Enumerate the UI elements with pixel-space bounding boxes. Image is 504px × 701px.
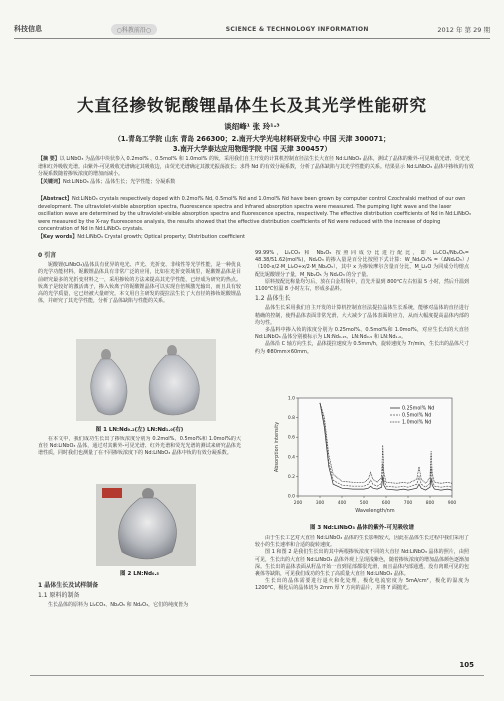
figure-3-caption: 图 3 Nd:LiNbO₃ 晶体的紫外-可见吸收谱 — [309, 525, 415, 531]
running-header — [14, 22, 490, 36]
y-axis-label: Absorption intensity — [274, 421, 280, 473]
figure-2-crystal-photo — [96, 484, 196, 566]
sintering-paragraph: 原料按配比称量均匀后，放在白金坩埚中，首先升温到 800℃左右恒温 5 小时，然后升温到 1100℃恒温 8 小时左右，形成多晶料。 — [255, 278, 469, 293]
y-tick-label: 0.0 — [287, 494, 295, 500]
abstract-en-label: 【Abstract】 — [38, 196, 73, 202]
section-1-1-heading: 1.1 原料的制备 — [38, 592, 80, 600]
intro-paragraph: 铌酸锂(LiNbO₃)晶体具有优异的电光、声光、光折变、非线性等光学性能，是一种优良的光学功能材料。铌酸锂晶体具有非常广泛的应用，比如在光折变领域里，铌酸锂晶体是目前研究最多的光折变材料之一，采用掺钕的方法来提高其光学性能，已经成为研究的热点。钕离子是较好的激活离子，掺入钕离子的铌酸锂晶体可以实现自倍频激光输出，而且具有较高的光学质量，它已经被大量研究。本文用自主研发的提拉法生长了大直径的掺钕铌酸锂晶体，并研究了其光学性能，分析了晶体缺陷与性能的关系。 — [38, 262, 241, 305]
section-tag: ○科教前沿○ — [111, 24, 157, 35]
growth-paragraph-1: 晶体生长采用我们自主开发的计算机控制直径法提拉晶体生长系统，能够对晶体的直径进行精确的控制，使得晶体表面非常光滑，大大减少了晶体表面的应力，从而大幅度提高晶体内部的均匀性。 — [255, 305, 469, 326]
legend-label: 1.0mol% Nd — [402, 420, 432, 426]
growth-paragraph-2: 多晶料中掺入钕的浓度分别为 0.25mol%、0.5mol%和 1.0mol%，对应生长出的大直径 Nd:LiNbO₃ 晶体分别被标示为 LN:Nd₀.₂₅、LN:Nd₀.₅ 和 LN:Nd₁.₀。 — [255, 327, 469, 341]
keywords-en-text: Nd:LiNbO₃ Crystal growth; Optical property; Distribution coefficient — [77, 233, 246, 240]
y-tick-label: 1.0 — [287, 396, 295, 402]
left-column-mid — [38, 436, 241, 480]
intro-paragraph-2: 在本文中，我们成功生长出了掺钕浓度分别为 0.2mol%、0.5mol%和 1.0mol%的大直径 Nd:LiNbO₃ 晶体，通过对其紫外-可见光谱、红外光谱和荧光光谱的测试来研究晶体光谱性质，同时我们也测量了在不同掺钕浓度下的 Nd:LiNbO₃ 晶体中钕的有效分凝系数。 — [38, 436, 241, 457]
abstract-en — [38, 196, 474, 242]
y-tick-label: 0.2 — [287, 474, 295, 480]
legend-label: 0.25mol% Nd — [402, 406, 435, 412]
process-paragraph: 由于生长工艺对大直径 Nd:LiNbO₃ 晶体的生长影响较大，因此在晶体生长过程中我们采用了较小的生长速率和合适的旋转速度。 — [255, 535, 469, 549]
figure-2-caption: 图 2 LN:Nd₀.₅ — [120, 571, 159, 577]
y-tick-label: 0.6 — [287, 435, 295, 441]
x-tick-label: 700 — [403, 501, 413, 506]
abstract-cn — [38, 156, 474, 186]
header-rule — [14, 38, 490, 39]
page-number: 105 — [459, 661, 474, 669]
section-1-2-heading: 1.2 晶体生长 — [255, 295, 291, 303]
paper-title: 大直径掺钕铌酸锂晶体生长及其光学性能研究 — [77, 96, 427, 115]
abstract-cn-text: 以 LiNbO₃ 为晶体中块状参入 0.2mol% 、0.5mol% 和 1.0mol% 的钕，采用我们自主开发的计算机控制直径法生长大直径 Nd:LiNbO₃ 晶体，测试了晶体的紫外-可见吸收光谱、荧光光谱和红外吸收光谱。由紫外-可见吸收光谱确定其吸收边，由荧光光谱确定其激光振荡波长；求得 Nd 的有效分凝系数，分析了晶体缺陷与其光学性能的关系。结果显示 Nd:LiNbO₃ 晶体中掺钕的有效分凝系数随着掺钕浓度的增加而减小。 — [38, 156, 474, 178]
journal-english-name: SCIENCE & TECHNOLOGY INFORMATION — [225, 25, 369, 33]
x-tick-label: 200 — [293, 501, 303, 506]
issue-label: 2012 年 第 29 期 — [437, 25, 490, 34]
poling-paragraph: 生长出的晶体需要进行退火和化处理，极化电流密度为 5mA/cm²，极化的温度为 1200℃，极化后的晶体切为 2mm 厚 Y 方向的晶片，并将 Y 面抛光。 — [255, 578, 469, 592]
appearance-paragraph: 图 1 和图 2 是我们生长出的其中两根掺钕浓度不同的大直径 Nd:LiNbO₃ 晶体的照片，由照可见，生长出的大直径 Nd:LiNbO₃ 晶体外观上呈现浅紫色，随着掺钕浓度的增加晶体颜色逐渐加深。生长出的晶体表面从籽晶开始一直到尾部都很光滑，而且晶体内部通透，没有肉眼可见的包裹体等缺陷，可见我们成功的生长了高质量大直径 Nd:LiNbO₃ 晶体。 — [255, 549, 469, 578]
right-column-bottom — [255, 535, 469, 657]
left-column-bottom — [38, 580, 241, 630]
x-tick-label: 500 — [359, 501, 369, 506]
section-0-heading: 0 引言 — [38, 252, 57, 259]
x-tick-label: 800 — [425, 501, 435, 506]
abstract-cn-label: 【摘 要】 — [38, 156, 60, 162]
abstract-en-text: Nd:LiNbO₃ crystals respectively doped with 0.2mol% Nd, 0.5mol% Nd and 1.0mol% Nd have been grown by computer control Czochralski method of our own development. The ultraviolet-visible absorption spectra, fluorescence spectra and infrared absorption spectra were measured. The pumping light wave and the laser oscillation wave are determined by the ultraviolet-visible absorption spectra and fluorescence spectra, respectively. The effective distribution coefficients of Nd in Nd:LiNbO₃ were measured by the X-ray fluorescence analysis, the results showed that the effective distribution coefficients of Nd were reduced with the increase of doping concentration of Nd in Nd:LiNbO₃ crystals. — [38, 196, 471, 233]
growth-paragraph-3: 晶体沿 C 轴方向生长，晶体提拉速度为 0.5mm/h，旋转速度为 7r/min，生长出的晶体尺寸约为 Φ80mm×60mm。 — [255, 341, 469, 355]
materials-paragraph: 生长晶体的原料为 Li₂CO₃、Nb₂O₅ 和 Nd₂O₃，它们的纯度皆为 — [48, 602, 189, 609]
y-tick-label: 0.4 — [287, 455, 295, 461]
left-column-top — [38, 250, 241, 340]
y-tick-label: 0.8 — [287, 416, 295, 422]
figure-1-caption: 图 1 LN:Nd₀.₂(左) LN:Nd₁.₀(右) — [95, 427, 184, 433]
x-tick-label: 900 — [447, 501, 457, 506]
keywords-cn-label: 【关键词】 — [38, 178, 64, 185]
affiliation-line-2: 3.南开大学泰达应用物理学院 中国 天津 300457） — [172, 145, 332, 153]
x-tick-label: 400 — [337, 501, 347, 506]
x-tick-label: 600 — [381, 501, 391, 506]
section-1-heading: 1 晶体生长及试样制备 — [38, 582, 99, 589]
legend-label: 0.5mol% Nd — [402, 413, 432, 419]
footer-rule — [30, 675, 484, 676]
journal-name: 科技信息 — [14, 25, 42, 33]
keywords-cn-text: Nd:LiNbO₃ 晶体；晶体生长；光学性能；分凝系数 — [63, 178, 176, 185]
keywords-en-label: 【Key words】 — [38, 233, 78, 240]
affiliation-line-1: （1.青岛工学院 山东 青岛 266300；2.南开大学光电材料研发中心 中国 天津 300071； — [114, 135, 390, 143]
figure-1-crystal-photo — [76, 339, 216, 421]
figure-3-absorption-chart — [270, 392, 460, 519]
right-column-top — [255, 250, 469, 390]
x-tick-label: 300 — [315, 501, 325, 506]
author-line: 谈绍峰¹ 张 玲¹·³ — [224, 122, 280, 131]
x-axis-label: Wavelength/nm — [355, 508, 395, 514]
formula-paragraph: 99.99%，Li₂CO₃ 和 Nb₂O₅ 按照同成分比进行配比，即 Li₂CO₃/Nb₂O₅= 48.38/51.62(mol%)，Nd₂O₃ 的掺入量是百分比按照下式计算：W_Nd₂O₃% =（ΔNd₂O₃）/（100-x/2·M_Li₂O+x/2·M_Nb₂O₅），其中 x 为掺钕摩尔含量百分比，M_Li₂O 为同成分均熔点配比铌酸锂分子量，M_Nb₂O₅ 为 Nd₂O₃ 的分子量。 — [255, 250, 469, 278]
